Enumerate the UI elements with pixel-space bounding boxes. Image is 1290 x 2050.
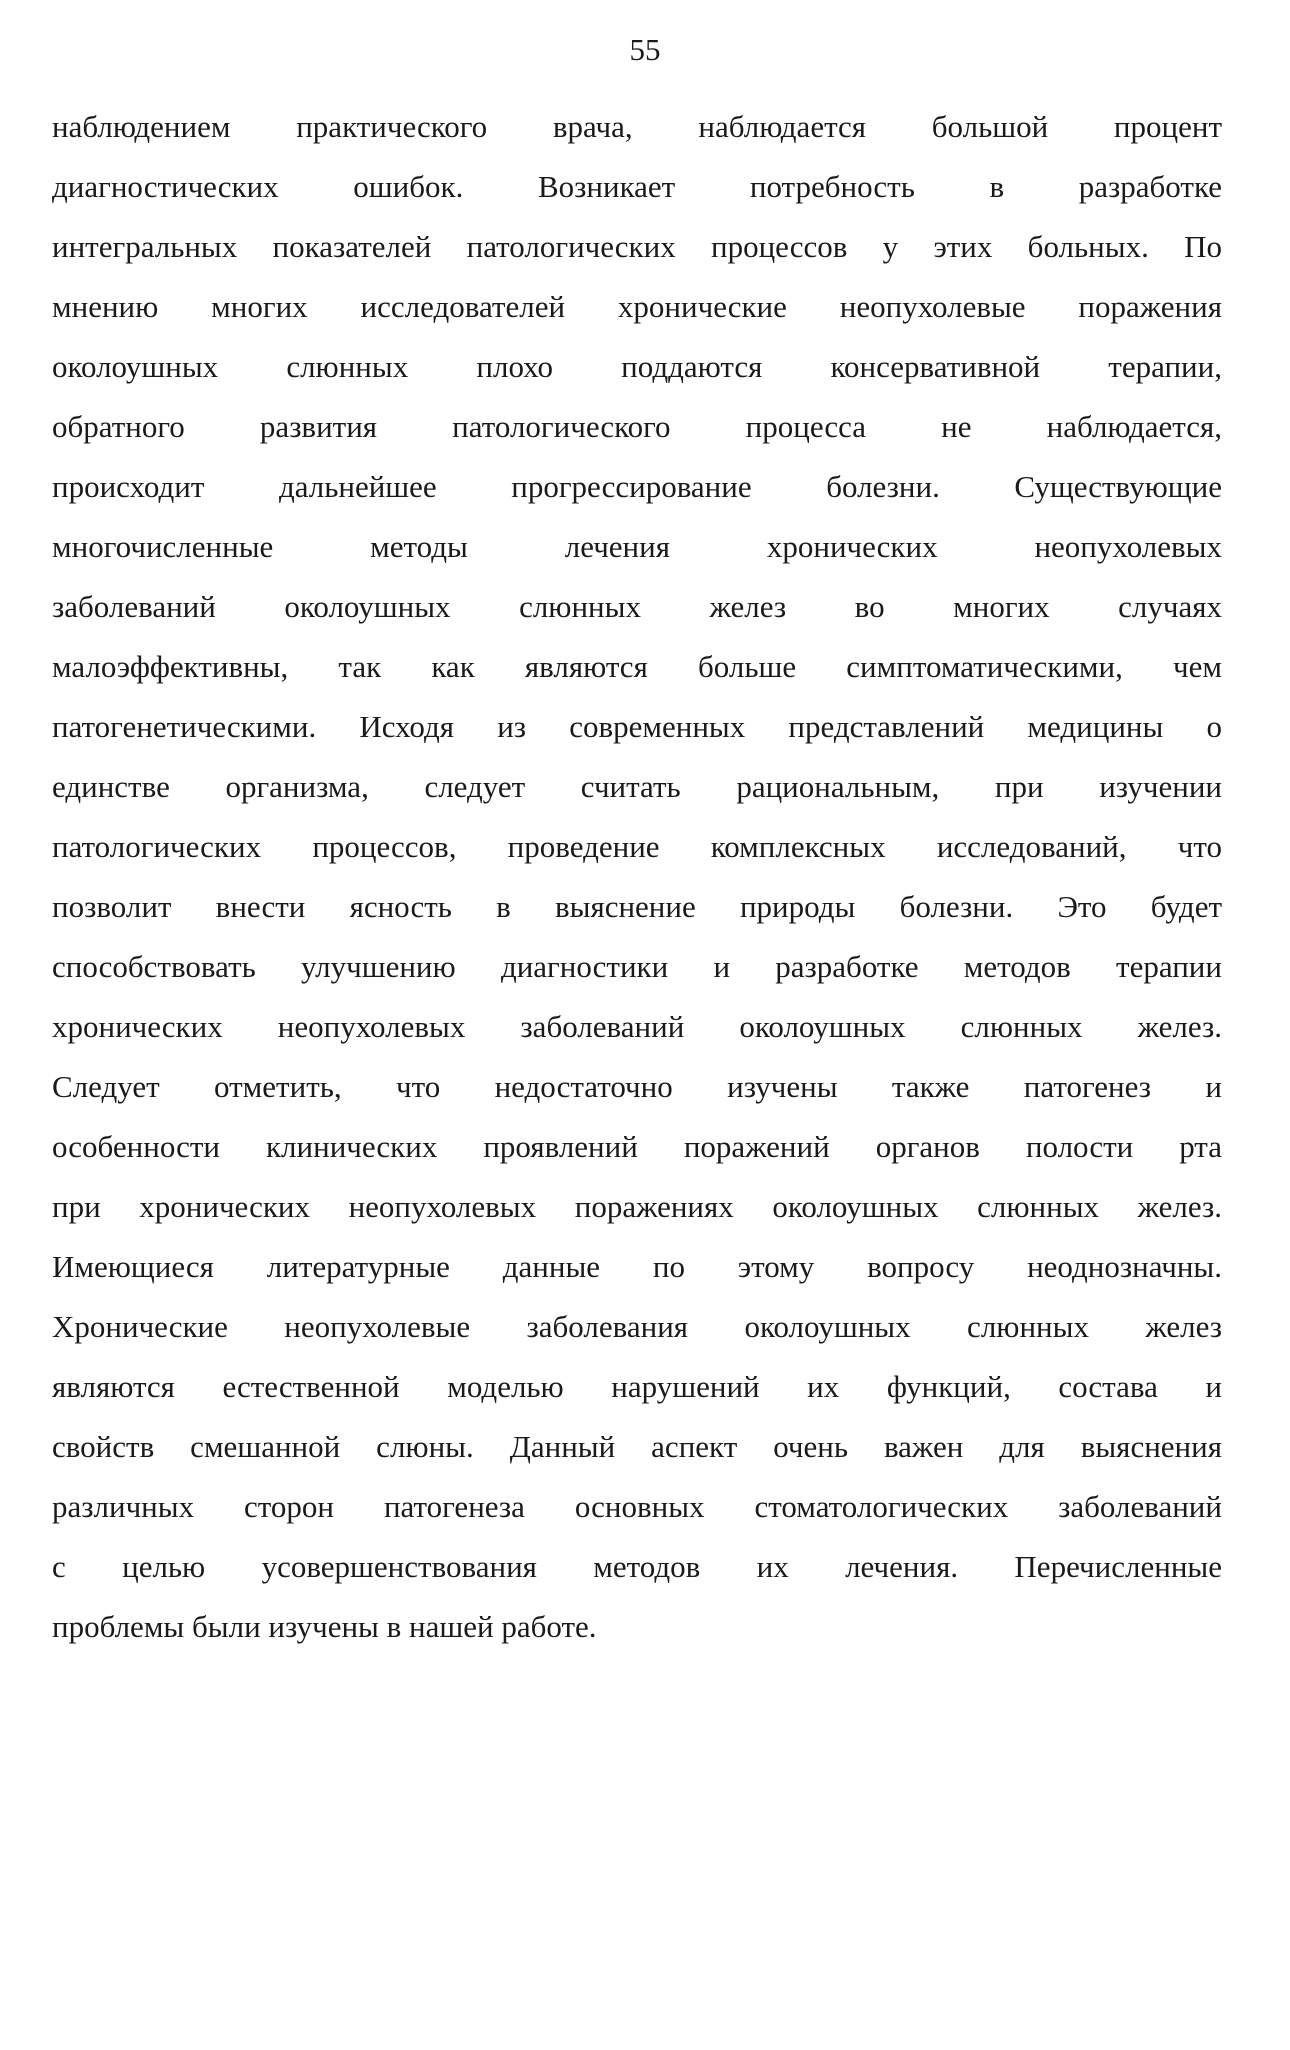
text-line: различных сторон патогенеза основных стоматологических заболеваний [52,1489,1222,1524]
text-line: происходит дальнейшее прогрессирование болезни. Существующие [52,469,1222,504]
body-text [52,97,1222,1657]
text-line: малоэффективны, так как являются больше симптоматическими, чем [52,649,1222,684]
text-line: при хронических неопухолевых поражениях околоушных слюнных желез. [52,1189,1222,1224]
text-line: проблемы были изучены в нашей работе. [52,1609,597,1644]
text-line: многочисленные методы лечения хронических неопухолевых [52,529,1222,564]
text-line: обратного развития патологического процесса не наблюдается, [52,409,1222,444]
text-line: хронических неопухолевых заболеваний околоушных слюнных желез. [52,1009,1222,1044]
text-line: околоушных слюнных плохо поддаются консервативной терапии, [52,349,1222,384]
text-line: мнению многих исследователей хронические неопухолевые поражения [52,289,1222,324]
text-line: Следует отметить, что недостаточно изучены также патогенез и [52,1069,1222,1104]
text-line: интегральных показателей патологических процессов у этих больных. По [52,229,1222,264]
text-line: Имеющиеся литературные данные по этому вопросу неоднозначны. [52,1249,1222,1284]
text-line: свойств смешанной слюны. Данный аспект очень важен для выяснения [52,1429,1222,1464]
text-line: заболеваний околоушных слюнных желез во многих случаях [52,589,1222,624]
page-number: 55 [629,32,661,67]
text-line: с целью усовершенствования методов их лечения. Перечисленные [52,1549,1222,1584]
text-line: диагностических ошибок. Возникает потребность в разработке [52,169,1222,204]
text-line: способствовать улучшению диагностики и разработке методов терапии [52,949,1222,984]
text-line: патологических процессов, проведение комплексных исследований, что [52,829,1222,864]
text-line: наблюдением практического врача, наблюдается большой процент [52,109,1222,144]
text-line: позволит внести ясность в выяснение природы болезни. Это будет [52,889,1222,924]
text-line: единстве организма, следует считать рациональным, при изучении [52,769,1222,804]
text-line: патогенетическими. Исходя из современных представлений медицины о [52,709,1222,744]
text-line: особенности клинических проявлений поражений органов полости рта [52,1129,1222,1164]
text-line: Хронические неопухолевые заболевания околоушных слюнных желез [52,1309,1222,1344]
text-line: являются естественной моделью нарушений их функций, состава и [52,1369,1222,1404]
